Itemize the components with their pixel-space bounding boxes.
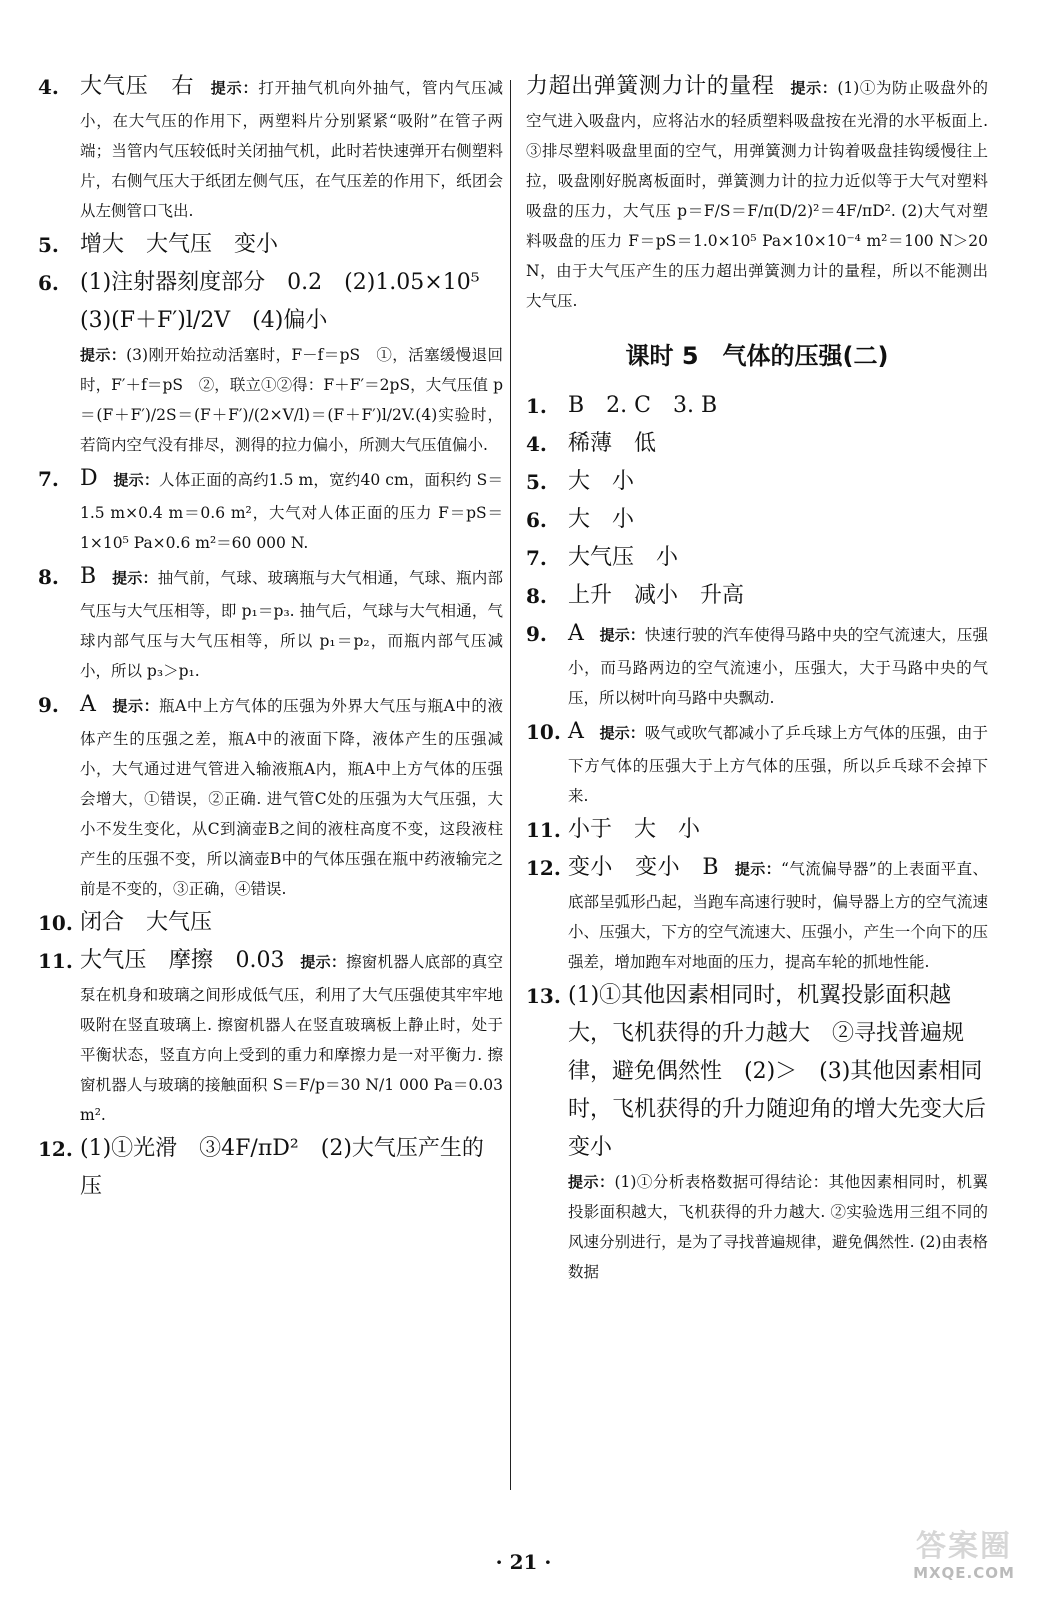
hint-label: 提示： bbox=[80, 346, 127, 364]
page-number: · 21 · bbox=[495, 1550, 552, 1574]
answer-text: 大 小 bbox=[568, 507, 635, 532]
hint-label: 提示： bbox=[112, 697, 160, 715]
hint-label: 提示： bbox=[790, 79, 838, 97]
hint-label: 提示： bbox=[599, 724, 645, 742]
item-number: 9. bbox=[38, 693, 59, 717]
answer-text: (1)①光滑 ③4F/πD² (2)大气压产生的压 bbox=[80, 1136, 484, 1199]
answer-item bbox=[38, 460, 503, 558]
answer-text: 上升 减小 升高 bbox=[568, 583, 745, 608]
section-title: 课时 5 气体的压强(二) bbox=[625, 342, 889, 370]
answer-item bbox=[526, 977, 988, 1287]
answer-text: 大气压 右 bbox=[80, 74, 195, 99]
hint-text: 打开抽气机向外抽气，管内气压减小，在大气压的作用下，两塑料片分别紧紧“吸附”在管子两端；当管内气压较低时关闭抽气机，此时若快速弹开右侧塑料片，右侧气压大于纸团左侧气压，在气压差的作用下，纸团会从左侧管口飞出. bbox=[80, 79, 503, 220]
answer-item bbox=[526, 811, 988, 849]
watermark-logo bbox=[899, 1530, 1029, 1588]
item-number: 12. bbox=[38, 1137, 73, 1161]
answer-item bbox=[38, 904, 503, 942]
continuation-answer: 力超出弹簧测力计的量程 bbox=[526, 74, 775, 99]
hint-label: 提示： bbox=[210, 79, 259, 97]
watermark-bottom: MXQE.COM bbox=[913, 1564, 1015, 1582]
answer-item bbox=[38, 226, 503, 264]
item-number: 10. bbox=[526, 720, 561, 744]
hint-text: 擦窗机器人底部的真空泵在机身和玻璃之间形成低气压，利用了大气压强使其牢牢地吸附在竖直玻璃上. 擦窗机器人在竖直玻璃板上静止时，处于平衡状态，竖直方向上受到的重力和摩擦力是一对平衡力. 擦窗机器人与玻璃的接触面积 S＝F/p＝30 N/1 000 Pa＝0.03 m². bbox=[80, 953, 503, 1124]
hint-label: 提示： bbox=[300, 953, 347, 971]
answer-item bbox=[526, 425, 988, 463]
right-column bbox=[526, 68, 988, 1287]
item-number: 7. bbox=[526, 546, 547, 570]
answer-text: B 2. C 3. B bbox=[568, 393, 718, 418]
item-number: 9. bbox=[526, 622, 547, 646]
answer-item bbox=[38, 1130, 503, 1206]
answer-item bbox=[38, 264, 503, 460]
answer-item bbox=[38, 68, 503, 226]
answer-item bbox=[526, 463, 988, 501]
answer-text: 变小 变小 B bbox=[568, 855, 719, 880]
item-number: 5. bbox=[526, 470, 547, 494]
item-number: 12. bbox=[526, 856, 561, 880]
item-number: 6. bbox=[526, 508, 547, 532]
answer-text: 增大 大气压 变小 bbox=[80, 232, 279, 257]
answer-item bbox=[526, 577, 988, 615]
watermark-top: 答案圈 bbox=[916, 1529, 1012, 1564]
column-divider bbox=[510, 80, 511, 1490]
answer-text: (1)①其他因素相同时，机翼投影面积越大，飞机获得的升力越大 ②寻找普遍规律，避免偶然性 (2)＞ (3)其他因素相同时，飞机获得的升力随迎角的增大先变大后变小 bbox=[568, 983, 987, 1160]
left-column bbox=[38, 68, 503, 1206]
hint-text: 快速行驶的汽车使得马路中央的空气流速大，压强小，而马路两边的空气流速小，压强大，大于马路中央的气压，所以树叶向马路中央飘动. bbox=[568, 626, 988, 707]
item-number: 13. bbox=[526, 984, 561, 1008]
hint-label: 提示： bbox=[568, 1173, 615, 1191]
answer-text: 大气压 摩擦 0.03 bbox=[80, 948, 285, 973]
item-number: 8. bbox=[38, 565, 59, 589]
item-number: 11. bbox=[526, 818, 561, 842]
answer-item bbox=[526, 713, 988, 811]
answer-text: 闭合 大气压 bbox=[80, 910, 213, 935]
hint-label: 提示： bbox=[599, 626, 645, 644]
hint-text: 人体正面的高约1.5 m，宽约40 cm，面积约 S＝1.5 m×0.4 m＝0.6 m²，大气对人体正面的压力 F＝pS＝1×10⁵ Pa×0.6 m²＝60 000 N. bbox=[80, 471, 503, 552]
item-number: 11. bbox=[38, 949, 73, 973]
hint-text: (1)①分析表格数据可得结论：其他因素相同时，机翼投影面积越大，飞机获得的升力越大. ②实验选用三组不同的风速分别进行，是为了寻找普遍规律，避免偶然性. (2)由表格数据 bbox=[568, 1173, 988, 1281]
answer-text: B bbox=[80, 564, 97, 589]
answer-item bbox=[38, 558, 503, 686]
answer-item bbox=[526, 387, 988, 425]
answer-text: A bbox=[568, 621, 584, 646]
item-number: 6. bbox=[38, 271, 59, 295]
answer-item bbox=[526, 849, 988, 977]
hint-text: 瓶A中上方气体的压强为外界大气压与瓶A中的液体产生的压强之差，瓶A中的液面下降，液体产生的压强减小，大气通过进气管进入输液瓶A内，瓶A中上方气体的压强会增大，①错误，②正确. 进气管C处的压强为大气压强，大小不发生变化，从C到滴壶B之间的液柱高度不变，这段液柱产生的压强不变，所以滴壶B中的气体压强在瓶中药液输完之前是不变的，③正确，④错误. bbox=[80, 697, 503, 898]
hint-label: 提示： bbox=[112, 569, 158, 587]
hint-text: “气流偏导器”的上表面平直、底部呈弧形凸起，当跑车高速行驶时，偏导器上方的空气流速小、压强大，下方的空气流速大、压强小，产生一个向下的压强差，增加跑车对地面的压力，提高车轮的抓地性能. bbox=[568, 860, 988, 971]
item-number: 4. bbox=[526, 432, 547, 456]
answer-text: 小于 大 小 bbox=[568, 817, 701, 842]
hint-text: (3)刚开始拉动活塞时，F－f＝pS ①，活塞缓慢退回时，F′＋f＝pS ②，联立①②得：F＋F′＝2pS，大气压值 p＝(F＋F′)/2S＝(F＋F′)/(2×V/l)＝(F＋F′)l/2V.(4)实验时，若筒内空气没有排尽，测得的拉力偏小，所测大气压值偏小. bbox=[80, 346, 503, 454]
answer-text: 大 小 bbox=[568, 469, 635, 494]
answer-item bbox=[526, 501, 988, 539]
answer-text: (1)注射器刻度部分 0.2 (2)1.05×10⁵ bbox=[80, 270, 480, 295]
item-number: 5. bbox=[38, 233, 59, 257]
answer-text: A bbox=[80, 692, 96, 717]
answer-text: A bbox=[568, 719, 584, 744]
item-number: 10. bbox=[38, 911, 73, 935]
answer-item bbox=[38, 686, 503, 904]
hint-label: 提示： bbox=[734, 860, 782, 878]
answer-text: 稀薄 低 bbox=[568, 431, 657, 456]
answer-text: 大气压 小 bbox=[568, 545, 679, 570]
hint-text: 吸气或吹气都减小了乒乓球上方气体的压强，由于下方气体的压强大于上方气体的压强，所以乒乓球不会掉下来. bbox=[568, 724, 988, 805]
answer-item bbox=[526, 615, 988, 713]
answer-text-line2: (3)(F＋F′)l/2V (4)偏小 bbox=[80, 308, 328, 333]
answer-text: D bbox=[80, 466, 98, 491]
hint-text: 抽气前，气球、玻璃瓶与大气相通，气球、瓶内部气压与大气压相等，即 p₁＝p₃. 抽气后，气球与大气相通，气球内部气压与大气压相等，所以 p₁＝p₂，而瓶内部气压减小，所以 p₃＞p₁. bbox=[80, 569, 503, 680]
answer-item bbox=[526, 539, 988, 577]
answer-item bbox=[38, 942, 503, 1130]
item-number: 1. bbox=[526, 394, 547, 418]
hint-text: (1)①为防止吸盘外的空气进入吸盘内，应将沾水的轻质塑料吸盘按在光滑的水平板面上. ③排尽塑料吸盘里面的空气，用弹簧测力计钩着吸盘挂钩缓慢往上拉，吸盘刚好脱离板面时，弹簧测力计的拉力近似等于大气对塑料吸盘的压力，大气压 p＝F/S＝F/π(D/2)²＝4F/πD². (2)大气对塑料吸盘的压力 F＝pS＝1.0×10⁵ Pa×10×10⁻⁴ m²＝100 N＞20 N，由于大气压产生的压力超出弹簧测力计的量程，所以不能测出大气压. bbox=[526, 79, 988, 310]
item-number: 7. bbox=[38, 467, 59, 491]
item-number: 4. bbox=[38, 75, 59, 99]
hint-label: 提示： bbox=[113, 471, 160, 489]
item-number: 8. bbox=[526, 584, 547, 608]
